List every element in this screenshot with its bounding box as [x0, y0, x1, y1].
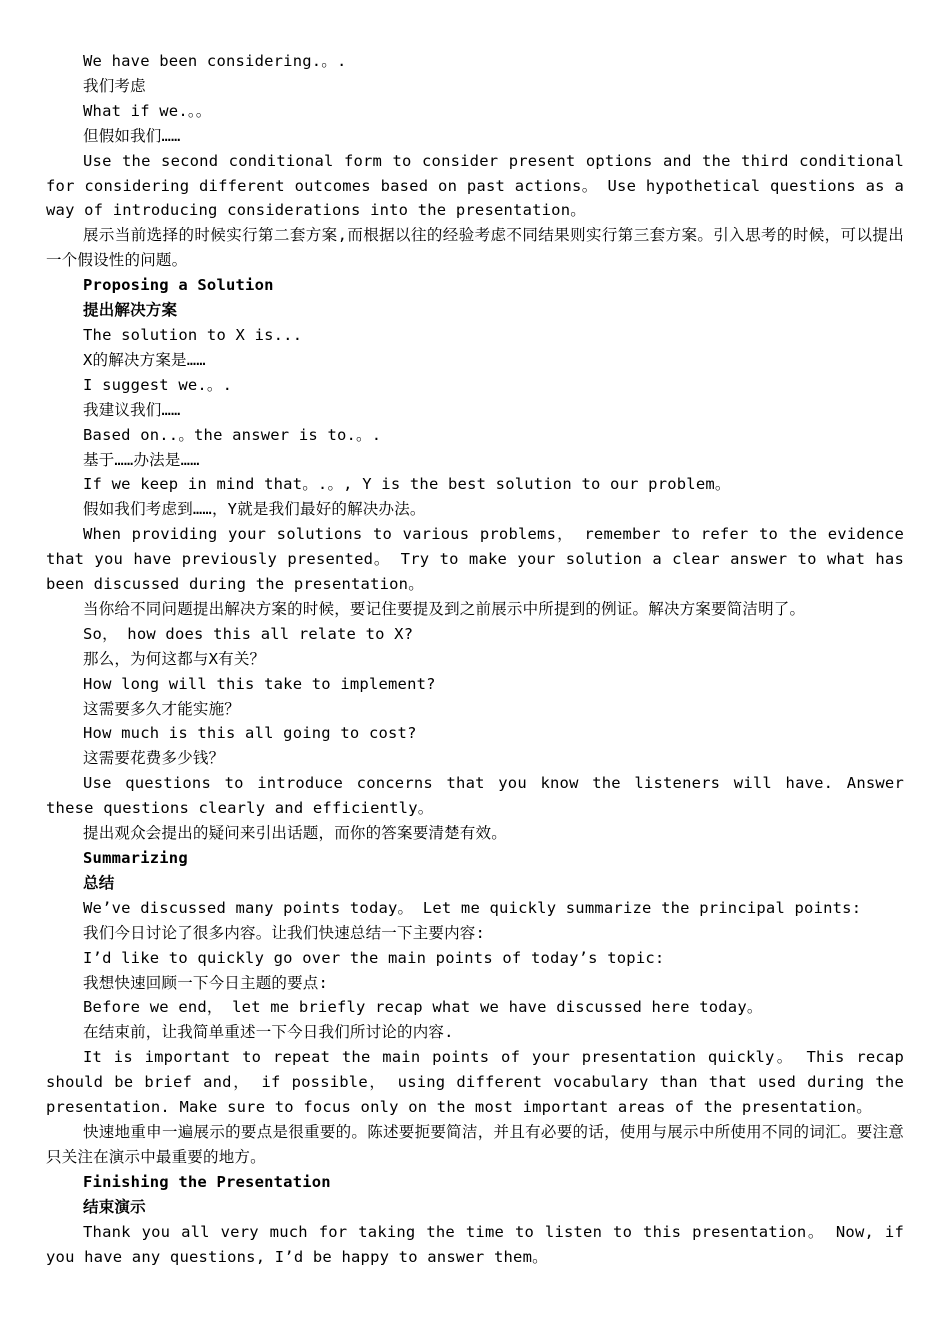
text-paragraph: The solution to X is... — [83, 325, 303, 344]
text-paragraph: So， how does this all relate to X? — [83, 624, 414, 643]
text-paragraph: If we keep in mind that。.。, Y is the best solution to our problem。 — [83, 475, 731, 494]
text-paragraph: Based on..。the answer is to.。. — [83, 425, 382, 444]
text-paragraph: We’ve discussed many points today。 Let me quickly summarize the principal points: — [83, 898, 862, 917]
text-paragraph: 这需要多久才能实施？ — [83, 699, 241, 718]
text-paragraph: Use questions to introduce concerns that you know the listeners will have. Answer these questions clearly and efficiently。 — [46, 774, 904, 818]
text-paragraph: 在结束前，让我简单重述一下今日我们所讨论的内容. — [83, 1023, 454, 1042]
section-heading: 总结 — [83, 873, 115, 892]
section-heading: 提出解决方案 — [83, 301, 178, 320]
text-paragraph: I suggest we.。. — [83, 375, 233, 394]
text-paragraph: 但假如我们…… — [83, 126, 181, 145]
text-paragraph: How long will this take to implement? — [83, 674, 436, 693]
text-paragraph: 当你给不同问题提出解决方案的时候，要记住要提及到之前展示中所提到的例证。解决方案要简洁明了。 — [83, 599, 806, 618]
document-page — [46, 49, 904, 1269]
text-paragraph: How much is this all going to cost? — [83, 724, 417, 743]
text-paragraph: 这需要花费多少钱？ — [83, 749, 225, 768]
section-heading: Summarizing — [83, 849, 188, 867]
text-paragraph: X的解决方案是…… — [83, 350, 206, 369]
text-paragraph: Use the second conditional form to consider present options and the third conditional for considering different outcomes based on past actions。 Use hypothetical questions as a way of introducing considerations into the presentation。 — [46, 151, 904, 220]
text-paragraph: 我建议我们…… — [83, 400, 181, 419]
text-paragraph: It is important to repeat the main points of your presentation quickly。 This recap should be brief and， if possible， using different vocabulary than that used during the presentation. Make sure to focus only on the most important areas of the presentation。 — [46, 1048, 904, 1117]
section-heading: Proposing a Solution — [83, 276, 274, 295]
text-paragraph: 那么，为何这都与X有关？ — [83, 649, 266, 668]
text-paragraph: Before we end， let me briefly recap what we have discussed here today。 — [83, 998, 763, 1017]
text-paragraph: When providing your solutions to various problems， remember to refer to the evidence that you have previously presented。 Try to make your solution a clear answer to what has been discussed during the presentation。 — [46, 525, 904, 594]
section-heading: 结束演示 — [83, 1197, 146, 1216]
text-paragraph: What if we.。。 — [83, 101, 212, 120]
section-heading: Finishing the Presentation — [83, 1172, 331, 1191]
text-paragraph: 提出观众会提出的疑问来引出话题，而你的答案要清楚有效。 — [83, 824, 507, 843]
text-paragraph: 快速地重申一遍展示的要点是很重要的。陈述要扼要简洁，并且有必要的话，使用与展示中所使用不同的词汇。要注意只关注在演示中最重要的地方。 — [46, 1122, 904, 1166]
text-paragraph: 我们今日讨论了很多内容。让我们快速总结一下主要内容: — [83, 923, 486, 942]
text-paragraph: 我想快速回顾一下今日主题的要点: — [83, 973, 329, 992]
text-paragraph: I’d like to quickly go over the main points of today’s topic: — [83, 948, 665, 967]
text-paragraph: 我们考虑 — [83, 76, 146, 95]
text-paragraph: 基于……办法是…… — [83, 450, 200, 469]
text-paragraph: Thank you all very much for taking the time to listen to this presentation。 Now, if you have any questions, I’d be happy to answer them。 — [46, 1222, 904, 1266]
text-paragraph: 假如我们考虑到……，Y就是我们最好的解决办法。 — [83, 500, 426, 519]
text-paragraph: 展示当前选择的时候实行第二套方案,而根据以往的经验考虑不同结果则实行第三套方案。引入思考的时候，可以提出一个假设性的问题。 — [46, 226, 904, 270]
text-paragraph: We have been considering.。. — [83, 52, 347, 70]
